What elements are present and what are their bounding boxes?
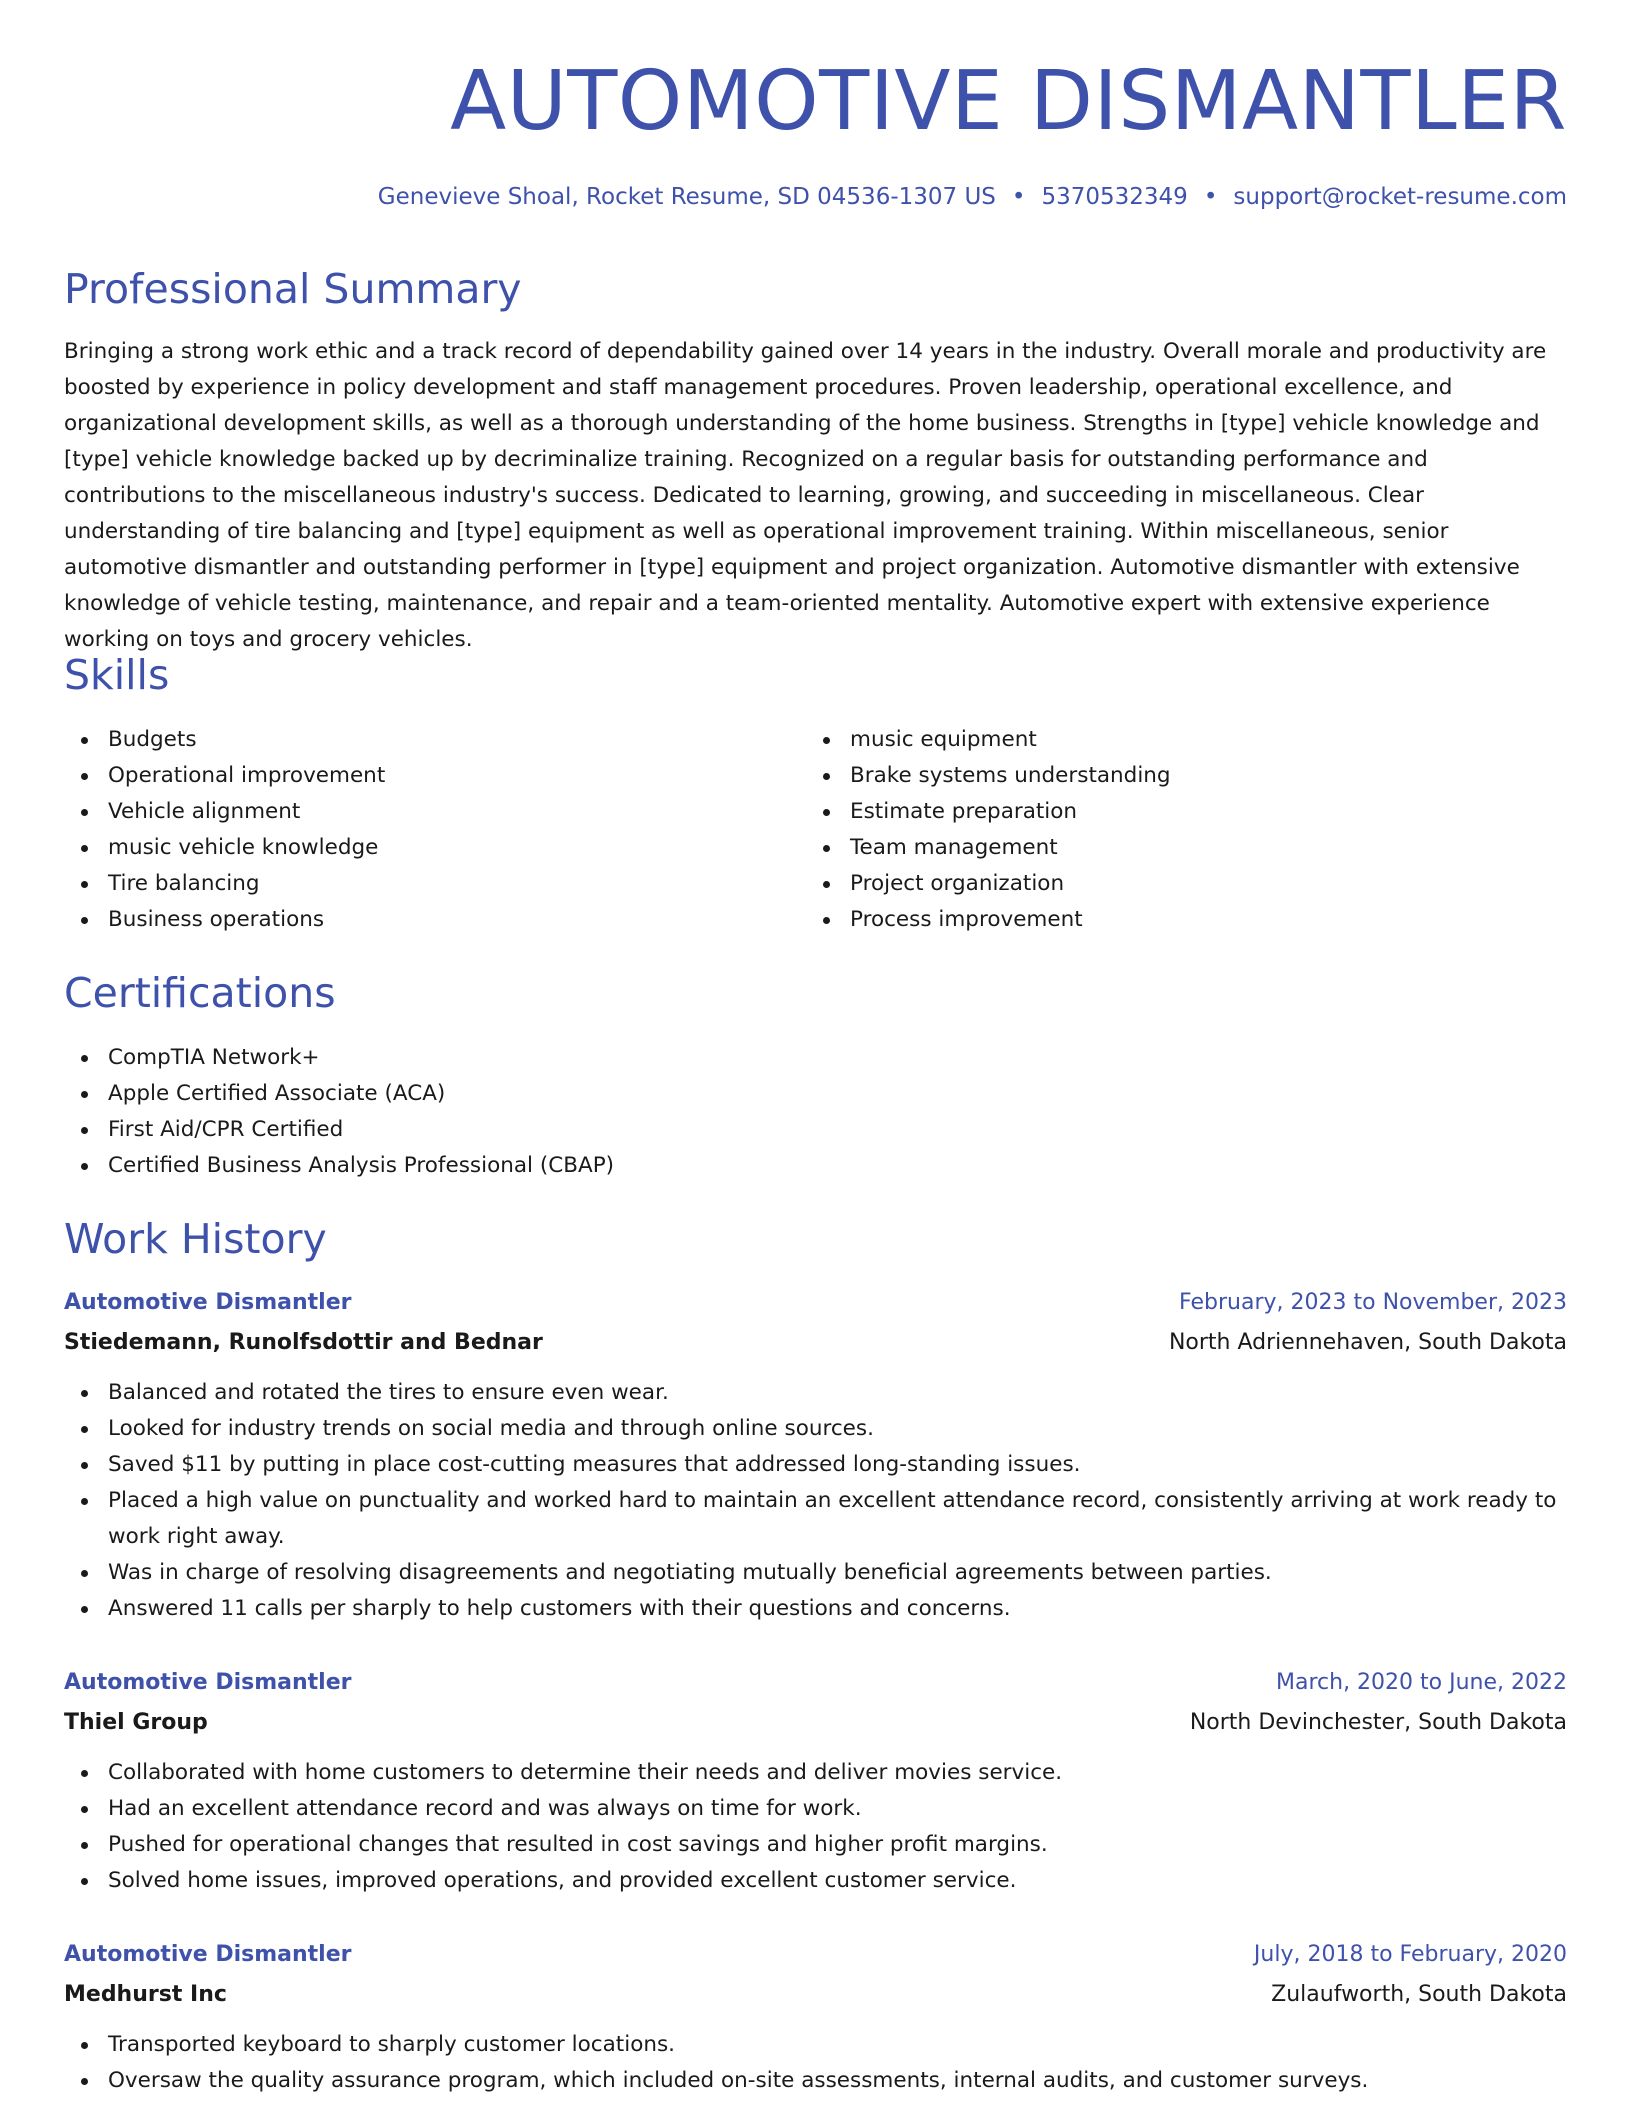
certifications-list	[64, 1040, 1064, 1184]
contact-line	[378, 180, 1567, 214]
job-title: Automotive Dismantler	[64, 1290, 352, 1315]
skill-item: Operational improvement	[64, 758, 764, 794]
job-location: Zulaufworth, South Dakota	[1271, 1982, 1567, 2007]
certification-item: Apple Certified Associate (ACA)	[64, 1076, 1064, 1112]
resume-title: AUTOMOTIVE DISMANTLER	[450, 54, 1567, 149]
contact-separator: •	[1203, 184, 1218, 210]
job-bullet: Looked for industry trends on social media and through online sources.	[64, 1411, 1567, 1447]
job-bullet: Collaborated with home customers to determine their needs and deliver movies service.	[64, 1755, 1567, 1791]
contact-email[interactable]: support@rocket-resume.com	[1233, 184, 1567, 210]
job-bullet: Was in charge of resolving disagreements and negotiating mutually beneficial agreements between parties.	[64, 1555, 1567, 1591]
job-bullet: Pushed for operational changes that resulted in cost savings and higher profit margins.	[64, 1827, 1567, 1863]
job-location: North Devinchester, South Dakota	[1189, 1710, 1567, 1735]
job-dates: July, 2018 to February, 2020	[1253, 1942, 1567, 1967]
contact-address: Genevieve Shoal, Rocket Resume, SD 04536-1307 US	[377, 184, 996, 210]
job-entry	[64, 1663, 1567, 1899]
job-bullets	[64, 1375, 1567, 1627]
job-bullet: Placed a high value on punctuality and worked hard to maintain an excellent attendance record, consistently arriving at work ready to work right away.	[64, 1483, 1567, 1555]
job-company: Thiel Group	[64, 1710, 208, 1735]
certification-item: CompTIA Network+	[64, 1040, 1064, 1076]
contact-separator: •	[1011, 184, 1026, 210]
skills-list-left	[64, 722, 764, 938]
job-title: Automotive Dismantler	[64, 1670, 352, 1695]
skill-item: Business operations	[64, 902, 764, 938]
skill-item: Budgets	[64, 722, 764, 758]
section-heading-work-history: Work History	[64, 1215, 327, 1263]
skill-item: music equipment	[806, 722, 1506, 758]
skill-item: Tire balancing	[64, 866, 764, 902]
skills-list-right	[806, 722, 1506, 938]
skill-item: Team management	[806, 830, 1506, 866]
job-company: Medhurst Inc	[64, 1982, 227, 2007]
section-heading-summary: Professional Summary	[64, 265, 522, 313]
section-heading-skills: Skills	[64, 651, 170, 699]
job-bullets	[64, 1755, 1567, 1899]
job-entry	[64, 1935, 1567, 2099]
job-location: North Adriennehaven, South Dakota	[1168, 1330, 1567, 1355]
certification-item: First Aid/CPR Certified	[64, 1112, 1064, 1148]
job-dates: March, 2020 to June, 2022	[1276, 1670, 1567, 1695]
skill-item: Vehicle alignment	[64, 794, 764, 830]
job-bullet: Saved $11 by putting in place cost-cutting measures that addressed long-standing issues.	[64, 1447, 1567, 1483]
job-company: Stiedemann, Runolfsdottir and Bednar	[64, 1330, 543, 1355]
summary-text: Bringing a strong work ethic and a track record of dependability gained over 14 years in the industry. Overall morale and productivity are boosted by experience in policy development and staff management procedures. Proven leadership, operational excellence, and organizational development skills, as well as a thorough understanding of the home business. Strengths in [type] vehicle knowledge and [type] vehicle knowledge backed up by decriminalize training. Recognized on a regular basis for outstanding performance and contributions to the miscellaneous industry's success. Dedicated to learning, growing, and succeeding in miscellaneous. Clear understanding of tire balancing and [type] equipment as well as operational improvement training. Within miscellaneous, senior automotive dismantler and outstanding performer in [type] equipment and project organization. Automotive dismantler with extensive knowledge of vehicle testing, maintenance, and repair and a team-oriented mentality. Automotive expert with extensive experience working on toys and grocery vehicles.	[64, 339, 1547, 652]
skill-item: Process improvement	[806, 902, 1506, 938]
job-bullet: Answered 11 calls per sharply to help customers with their questions and concerns.	[64, 1591, 1567, 1627]
skill-item: music vehicle knowledge	[64, 830, 764, 866]
skill-item: Project organization	[806, 866, 1506, 902]
skill-item: Estimate preparation	[806, 794, 1506, 830]
job-bullet: Had an excellent attendance record and was always on time for work.	[64, 1791, 1567, 1827]
contact-phone: 5370532349	[1041, 184, 1188, 210]
skill-item: Brake systems understanding	[806, 758, 1506, 794]
job-entry	[64, 1283, 1567, 1627]
job-bullet: Oversaw the quality assurance program, which included on-site assessments, internal audits, and customer surveys.	[64, 2063, 1567, 2099]
job-dates: February, 2023 to November, 2023	[1179, 1290, 1567, 1315]
job-bullets	[64, 2027, 1567, 2099]
section-heading-certifications: Certifications	[64, 969, 336, 1017]
job-title: Automotive Dismantler	[64, 1942, 352, 1967]
certification-item: Certified Business Analysis Professional (CBAP)	[64, 1148, 1064, 1184]
job-bullet: Transported keyboard to sharply customer locations.	[64, 2027, 1567, 2063]
job-bullet: Solved home issues, improved operations, and provided excellent customer service.	[64, 1863, 1567, 1899]
job-bullet: Balanced and rotated the tires to ensure even wear.	[64, 1375, 1567, 1411]
